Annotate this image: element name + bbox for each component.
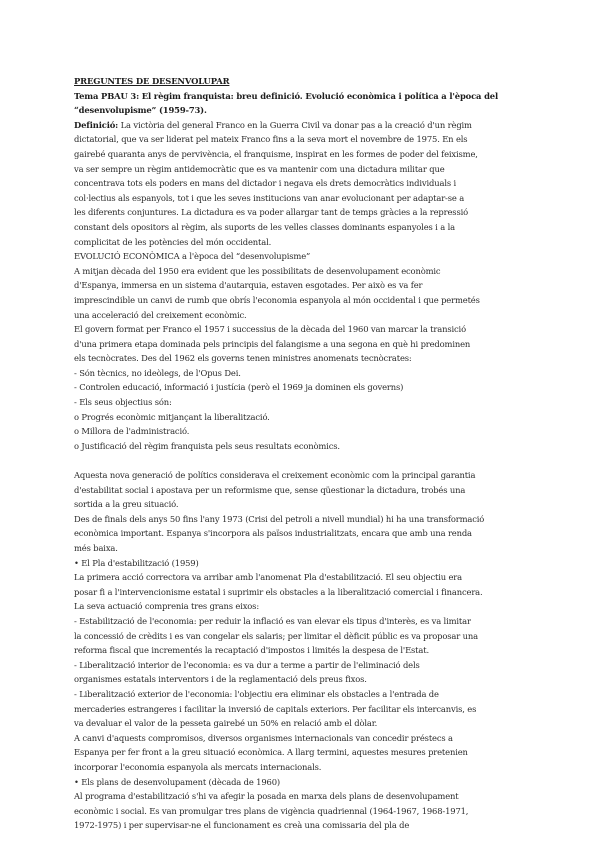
body-line: - Controlen educació, informació i justícia (però el 1969 ja dominen els governs): [74, 382, 404, 393]
body-line: imprescindible un canvi de rumb que obrís l'economia espanyola al món occidental i que permetés: [74, 294, 480, 305]
body-line: La seva actuació comprenia tres grans eixos:: [74, 601, 260, 612]
body-line: organismes estatals interventors i de la reglamentació dels preus fixos.: [74, 674, 367, 685]
body-line: A mitjan dècada del 1950 era evident que les possibilitats de desenvolupament econòmic: [74, 265, 441, 276]
body-line: la concessió de crèdits i es van congelar els salaris; per limitar el dèficit públic es va proposar una: [74, 630, 478, 641]
body-line: dictatorial, que va ser liderat pel mateix Franco fins a la seva mort el novembre de 1975. En els: [74, 134, 468, 145]
body-line: - Liberalització exterior de l'economia: l'objectiu era eliminar els obstacles a l'entrada de: [74, 688, 439, 699]
body-line: • El Pla d'estabilització (1959): [74, 557, 199, 568]
document-heading: PREGUNTES DE DESENVOLUPAR: [74, 76, 230, 86]
body-line: EVOLUCIÓ ECONÒMICA a l'època del “desenvolupisme”: [74, 251, 311, 262]
body-line: • Els plans de desenvolupament (dècada de 1960): [74, 776, 281, 787]
body-line: - Són tècnics, no ideòlegs, de l'Opus Dei.: [74, 367, 241, 378]
body-line: o Millora de l'administració.: [74, 426, 190, 437]
body-line: econòmica important. Espanya s'incorpora als països industrialitzats, encara que amb una renda: [74, 528, 472, 539]
body-line: sortida a la greu situació.: [74, 499, 179, 510]
body-line: posar fi a l'intervencionisme estatal i suprimir els obstacles a la liberalització comercial i financera.: [74, 586, 483, 597]
body-line: més baixa.: [74, 543, 118, 553]
body-line: o Justificació del règim franquista pels seus resultats econòmics.: [74, 440, 340, 451]
body-line: o Progrés econòmic mitjançant la liberalització.: [74, 411, 270, 422]
document-body: [74, 74, 542, 833]
body-line: Al programa d'estabilització s'hi va afegir la posada en marxa dels plans de desenvolupament: [74, 791, 459, 802]
body-line: reforma fiscal que incrementés la recaptació d'impostos i limités la despesa de l'Estat.: [74, 645, 429, 656]
body-line: econòmic i social. Es van promulgar tres plans de vigència quadriennal (1964-1967, 1968-1971,: [74, 805, 469, 816]
body-line: - Els seus objectius són:: [74, 397, 172, 408]
body-line: Aquesta nova generació de polítics considerava el creixement econòmic com la principal garantia: [74, 470, 476, 481]
body-line: - Liberalització interior de l'economia: es va dur a terme a partir de l'eliminació dels: [74, 659, 420, 670]
paragraph-spacer: [74, 453, 542, 468]
definition-first-line: [74, 118, 542, 133]
body-line: concentrava tots els poders en mans del dictador i negava els drets democràtics individuals i: [74, 178, 457, 189]
body-line: complicitat de les potències del món occidental.: [74, 236, 272, 247]
body-line: Espanya per fer front a la greu situació econòmica. A llarg termini, aquestes mesures pretenien: [74, 747, 468, 758]
body-line: una acceleració del creixement econòmic.: [74, 309, 247, 320]
body-line: A canvi d'aquests compromisos, diversos organismes internacionals van concedir préstecs a: [74, 732, 453, 743]
body-line: va ser sempre un règim antidemocràtic que es va mantenir com una dictadura militar que: [74, 163, 445, 174]
body-line: mercaderies estrangeres i facilitar la inversió de capitals exteriors. Per facilitar els intercanvis, es: [74, 703, 477, 714]
body-line: les diferents conjuntures. La dictadura es va poder allargar tant de temps gràcies a la repressió: [74, 207, 469, 218]
body-line: col·lectius als espanyols, tot i que les seves institucions van anar evolucionant per adaptar-se a: [74, 192, 465, 203]
body-line: d'estabilitat social i apostava per un reformisme que, sense qüestionar la dictadura, trobés una: [74, 484, 466, 495]
topic-title-line-2: “desenvolupisme” (1959-73).: [74, 105, 207, 116]
body-line: gairebé quaranta anys de pervivència, el franquisme, inspirat en les formes de poder del feixisme,: [74, 148, 478, 159]
body-line: Des de finals dels anys 50 fins l'any 1973 (Crisi del petroli a nivell mundial) hi ha una transformació: [74, 513, 485, 524]
body-line: - Estabilització de l'economia: per reduir la inflació es van elevar els tipus d'interès, es va limitar: [74, 615, 471, 626]
definition-label: Definició:: [74, 119, 119, 130]
body-line: constant dels opositors al règim, als suports de les velles classes dominants espanyoles i a la: [74, 221, 455, 232]
body-line: 1972-1975) i per supervisar-ne el funcionament es creà una comissaria del pla de: [74, 820, 410, 831]
body-line: incorporar l'economia espanyola als mercats internacionals.: [74, 761, 322, 772]
body-text: [74, 132, 542, 833]
body-line: d'una primera etapa dominada pels principis del falangisme a una segona en què hi predominen: [74, 338, 471, 349]
body-line: va devaluar el valor de la pesseta gairebé un 50% en relació amb el dòlar.: [74, 718, 378, 729]
definition-text: La victòria del general Franco en la Guerra Civil va donar pas a la creació d'un règim: [118, 119, 472, 130]
body-line: El govern format per Franco el 1957 i successius de la dècada del 1960 van marcar la transició: [74, 324, 466, 335]
topic-title-line-1: Tema PBAU 3: El règim franquista: breu definició. Evolució econòmica i política a l'època del: [74, 90, 499, 101]
body-line: La primera acció correctora va arribar amb l'anomenat Pla d'estabilització. El seu objectiu era: [74, 572, 463, 583]
body-line: els tecnòcrates. Des del 1962 els governs tenen ministres anomenats tecnòcrates:: [74, 353, 412, 364]
body-line: d'Espanya, immersa en un sistema d'autarquia, estaven esgotades. Per això es va fer: [74, 280, 423, 291]
